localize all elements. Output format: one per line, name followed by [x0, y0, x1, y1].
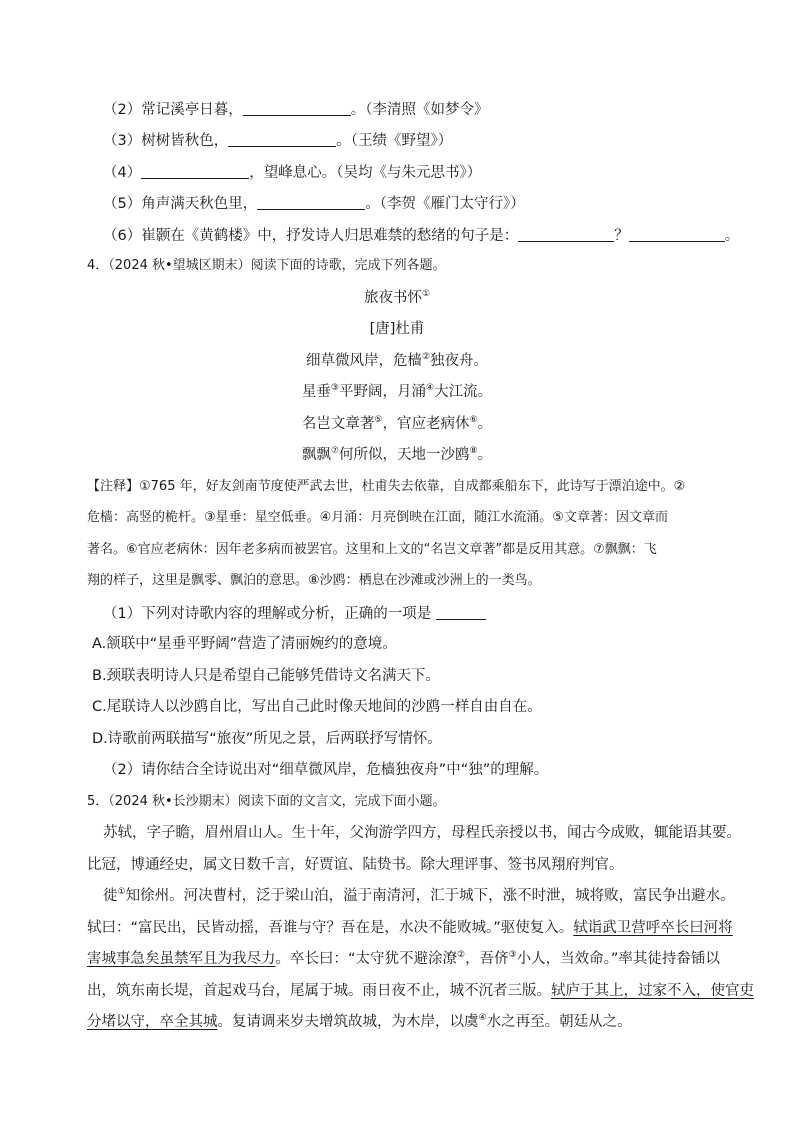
underlined-sentence: 轼庐于其上，过家不入，使官吏 [551, 983, 754, 999]
poem-line: 飘飘⑦何所似，天地一沙鸥⑧。 [301, 446, 493, 463]
answer-blank[interactable] [228, 130, 336, 147]
option-d[interactable]: D.诗歌前两联描写“旅夜”所见之景，后两联抒写情怀。 [92, 731, 442, 747]
passage-line: 比冠，博通经史，属文日数千言，好贾谊、陆贽书。除大理评事、签书凤翔府判官。 [87, 857, 624, 873]
poem-notes-line: 著名。⑥官应老病休：因年老多病而被罢官。这里和上文的“名岂文章著”都是反用其意。⑦飘飘：飞 [87, 542, 657, 557]
passage-line: 害城事急矣虽禁军且为我尽力。卒长曰：“太守犹不避涂潦②，吾侪③小人，当效命。”率其徒持畚锸以 [87, 950, 720, 967]
passage-line: 出，筑东南长堤，首起戏马台，尾属于城。雨日夜不止，城不沉者三版。轼庐于其上，过家不入，使官吏 [87, 983, 754, 999]
fill-item-3: （3）树树皆秋色， 。（王绩《野望》） [0, 130, 794, 151]
underlined-sentence: 分堵以守，卒全其城 [87, 1014, 218, 1030]
question-4-header: 4．（2024 秋•望城区期末）阅读下面的诗歌，完成下列各题。 [87, 258, 446, 273]
sub-question-1: （1）下列对诗歌内容的理解或分析，正确的一项是 [0, 603, 794, 624]
sub-question-2: （2）请你结合全诗说出对“细草微风岸，危樯独夜舟”中“独”的理解。 [103, 762, 549, 778]
answer-blank[interactable] [436, 603, 486, 620]
answer-blank[interactable] [629, 225, 725, 242]
poem-notes-line: 翔的样子，这里是飘零、飘泊的意思。⑧沙鸥：栖息在沙滩或沙洲上的一类鸟。 [87, 573, 541, 588]
answer-blank[interactable] [518, 225, 614, 242]
fill-item-6: （6）崔颢在《黄鹤楼》中，抒发诗人归思难禁的愁绪的句子是： ？ 。 [0, 225, 794, 246]
passage-line: 徙①知徐州。河决曹村，泛于梁山泊，溢于南清河，汇于城下，涨不时泄，城将败，富民争出避水。 [103, 887, 735, 904]
passage-line: 轼曰：“富民出，民皆动摇，吾谁与守？吾在是，水决不能败城。”驱使复入。轼诣武卫营呼卒长曰河将 [87, 920, 733, 936]
question-5-header: 5．（2024 秋•长沙期末）阅读下面的文言文，完成下面小题。 [87, 794, 446, 809]
poem-line: 细草微风岸，危樯②独夜舟。 [305, 352, 489, 369]
option-b[interactable]: B.颈联表明诗人只是希望自己能够凭借诗文名满天下。 [92, 668, 441, 684]
option-c[interactable]: C.尾联诗人以沙鸥自比，写出自己此时像天地间的沙鸥一样自由自在。 [92, 699, 542, 715]
fill-item-4: （4） ，望峰息心。（吴均《与朱元思书》） [0, 162, 794, 183]
poem-author: [唐]杜甫 [369, 321, 425, 337]
answer-blank[interactable] [141, 162, 249, 179]
poem-line: 名岂文章著⑤，官应老病休⑥。 [301, 415, 493, 432]
passage-line: 分堵以守，卒全其城。复请调来岁夫增筑故城，为木岸，以虞④水之再至。朝廷从之。 [87, 1013, 632, 1030]
poem-notes-line: 危樯：高竖的桅杆。③星垂：星空低垂。④月涌：月亮倒映在江面，随江水流涌。⑤文章著：因文章而 [87, 510, 668, 525]
poem-title: 旅夜书怀① [363, 289, 431, 306]
answer-blank[interactable] [257, 193, 365, 210]
fill-item-5: （5）角声满天秋色里， 。（李贺《雁门太守行》） [0, 193, 794, 214]
fill-item-2: （2）常记溪亭日暮， 。（李清照《如梦令》 [0, 99, 794, 120]
underlined-sentence: 害城事急矣虽禁军且为我尽力 [87, 951, 276, 967]
poem-notes-line: 【注释】①765 年，好友剑南节度使严武去世，杜甫失去依靠，自成都乘船东下，此诗写于漂泊途中。② [87, 479, 686, 494]
passage-line: 苏轼，字子瞻，眉州眉山人。生十年，父洵游学四方，母程氏亲授以书，闻古今成败，辄能语其要。 [103, 825, 741, 841]
answer-blank[interactable] [243, 99, 351, 116]
underlined-sentence: 轼诣武卫营呼卒长曰河将 [573, 920, 733, 936]
poem-line: 星垂③平野阔，月涌④大江流。 [301, 383, 493, 400]
option-a[interactable]: A.颔联中“星垂平野阔”营造了清丽婉约的意境。 [92, 636, 397, 652]
